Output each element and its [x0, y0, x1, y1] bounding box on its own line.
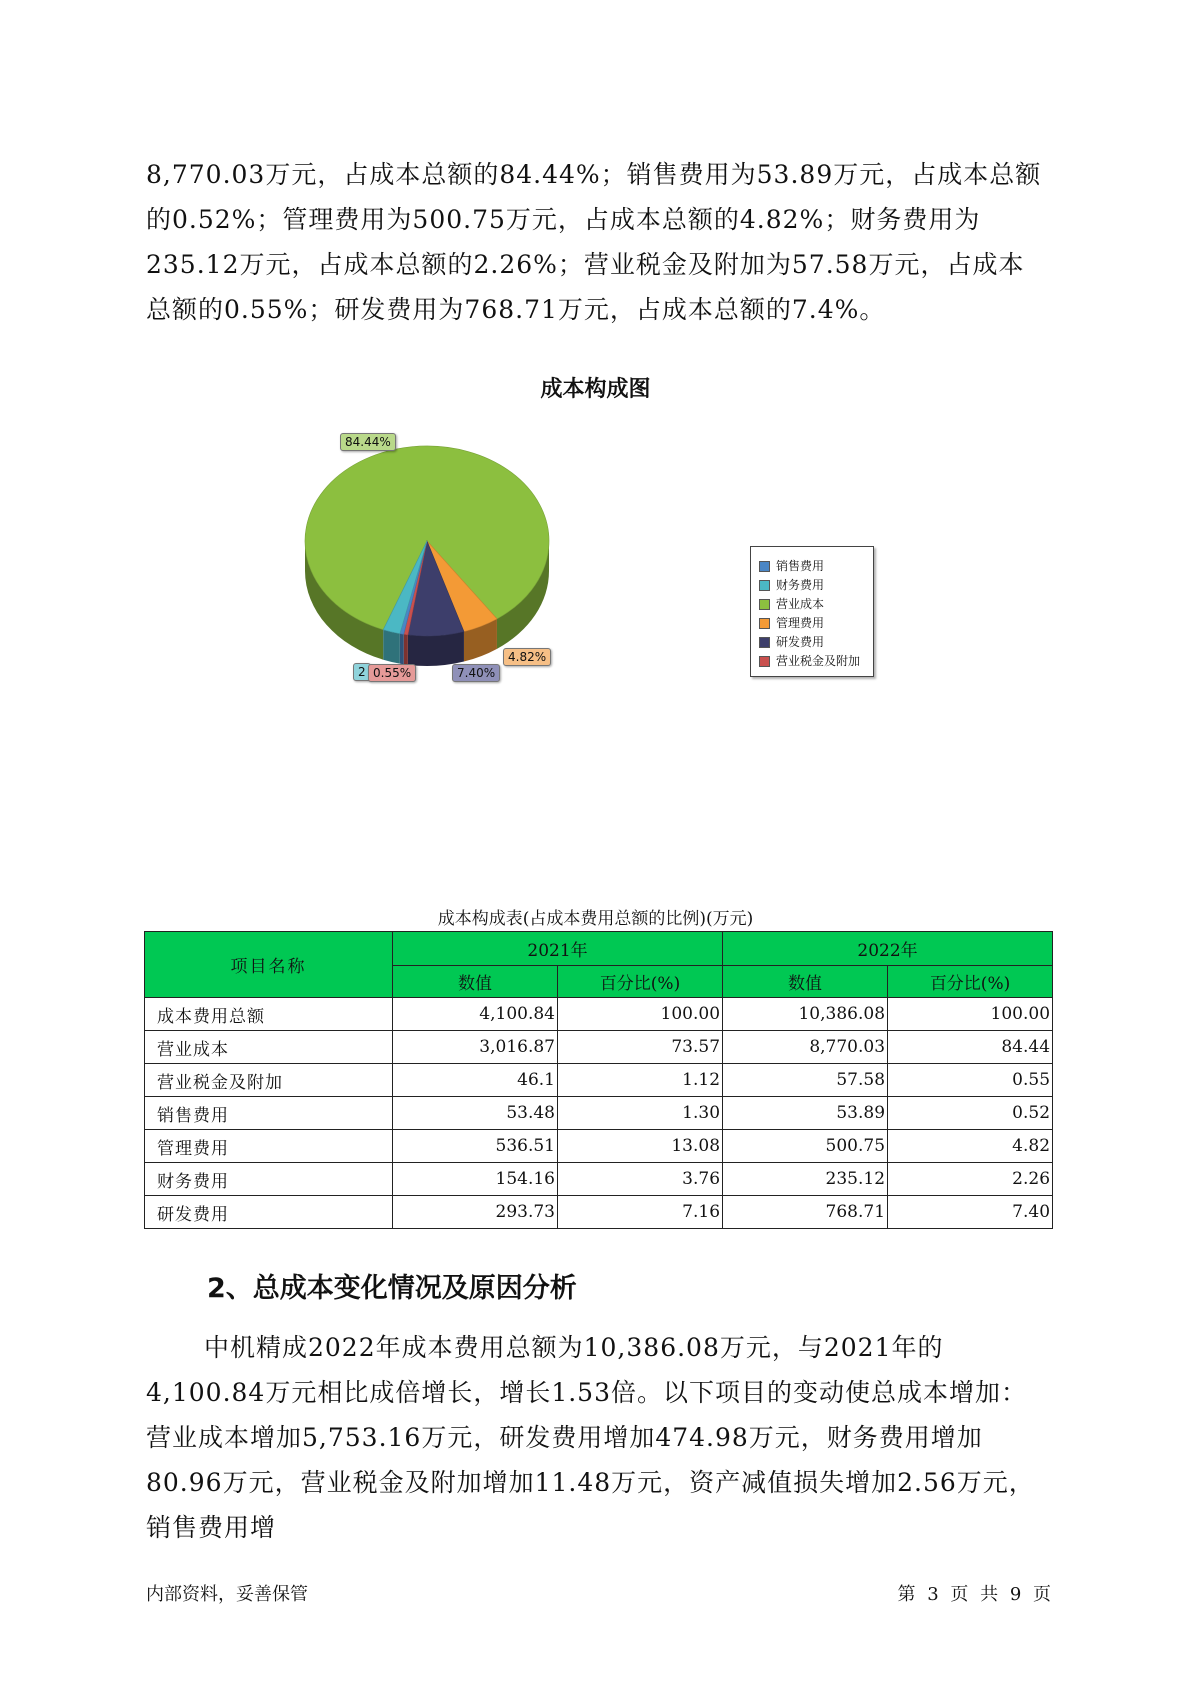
cell-p2022: 4.82 — [888, 1130, 1053, 1163]
legend-label: 销售费用 — [776, 559, 825, 573]
cell-p2021: 13.08 — [558, 1130, 723, 1163]
header-year-2021: 2021年 — [393, 932, 723, 966]
pie-data-label: 0.55% — [368, 664, 416, 682]
cell-name: 销售费用 — [145, 1097, 393, 1130]
cell-p2022: 0.55 — [888, 1064, 1053, 1097]
cell-v2022: 768.71 — [723, 1196, 888, 1229]
legend-label: 营业成本 — [776, 597, 825, 611]
pie-data-label: 84.44% — [340, 433, 396, 451]
pie-slice-side — [383, 630, 400, 664]
cell-p2022: 100.00 — [888, 998, 1053, 1031]
paragraph-cost-change: 中机精成2022年成本费用总额为10,386.08万元，与2021年的4,100.84万元相比成倍增长，增长1.53倍。以下项目的变动使总成本增加：营业成本增加5,753.16万元，研发费用增加474.98万元，财务费用增加80.96万元，营业税金及附加增加11.48万元，资产减值损失增加2.56万元，销售费用增 — [146, 1333, 1035, 1542]
cell-name: 营业成本 — [145, 1031, 393, 1064]
cell-v2022: 235.12 — [723, 1163, 888, 1196]
cell-p2021: 3.76 — [558, 1163, 723, 1196]
table-caption: 成本构成表(占成本费用总额的比例)(万元) — [437, 909, 754, 929]
legend-swatch — [759, 599, 770, 610]
pie-data-label: 4.82% — [503, 648, 551, 666]
cell-p2022: 7.40 — [888, 1196, 1053, 1229]
legend-item — [759, 652, 873, 671]
chart-legend — [750, 546, 874, 677]
cell-p2022: 0.52 — [888, 1097, 1053, 1130]
table-row — [145, 1130, 1053, 1163]
legend-label: 财务费用 — [776, 578, 825, 592]
cell-v2021: 154.16 — [393, 1163, 558, 1196]
cell-v2021: 536.51 — [393, 1130, 558, 1163]
cell-name: 管理费用 — [145, 1130, 393, 1163]
legend-swatch — [759, 618, 770, 629]
pie-slice-side — [400, 634, 404, 665]
pie-data-label: 7.40% — [452, 664, 500, 682]
header-pct-2021: 百分比(%) — [558, 966, 723, 998]
legend-swatch — [759, 580, 770, 591]
cell-v2022: 500.75 — [723, 1130, 888, 1163]
legend-item — [759, 557, 873, 576]
footer-confidential: 内部资料，妥善保管 — [146, 1584, 308, 1605]
cell-p2022: 84.44 — [888, 1031, 1053, 1064]
legend-label: 营业税金及附加 — [776, 654, 861, 668]
legend-item — [759, 576, 873, 595]
cell-p2021: 7.16 — [558, 1196, 723, 1229]
header-value-2022: 数值 — [723, 966, 888, 998]
table-row — [145, 998, 1053, 1031]
legend-item — [759, 595, 873, 614]
header-year-2022: 2022年 — [723, 932, 1053, 966]
cost-structure-table — [144, 931, 1053, 1229]
cell-p2021: 1.12 — [558, 1064, 723, 1097]
legend-swatch — [759, 561, 770, 572]
cell-p2021: 73.57 — [558, 1031, 723, 1064]
paragraph-cost-breakdown: 8,770.03万元，占成本总额的84.44%；销售费用为53.89万元，占成本总额的0.52%；管理费用为500.75万元，占成本总额的4.82%；财务费用为235.12万元，占成本总额的2.26%；营业税金及附加为57.58万元，占成本总额的0.55%；研发费用为768.71万元，占成本总额的7.4%。 — [146, 160, 1042, 324]
cell-v2021: 4,100.84 — [393, 998, 558, 1031]
pie-data-label: 2 — [353, 663, 371, 681]
chart-title: 成本构成图 — [540, 377, 651, 402]
legend-swatch — [759, 637, 770, 648]
pie-slice-side — [408, 632, 464, 666]
legend-swatch — [759, 656, 770, 667]
pie-slice-side — [404, 634, 408, 665]
cell-v2022: 8,770.03 — [723, 1031, 888, 1064]
table-row — [145, 1064, 1053, 1097]
cell-v2022: 10,386.08 — [723, 998, 888, 1031]
cell-v2021: 3,016.87 — [393, 1031, 558, 1064]
cell-name: 成本费用总额 — [145, 998, 393, 1031]
table-row — [145, 1163, 1053, 1196]
header-item-name: 项目名称 — [145, 932, 393, 998]
cell-name: 财务费用 — [145, 1163, 393, 1196]
cell-v2022: 57.58 — [723, 1064, 888, 1097]
header-pct-2022: 百分比(%) — [888, 966, 1053, 998]
table-row — [145, 1196, 1053, 1229]
section-heading: 2、总成本变化情况及原因分析 — [207, 1273, 577, 1304]
cell-v2021: 293.73 — [393, 1196, 558, 1229]
legend-item — [759, 614, 873, 633]
cell-name: 研发费用 — [145, 1196, 393, 1229]
cell-p2022: 2.26 — [888, 1163, 1053, 1196]
legend-item — [759, 633, 873, 652]
table-row — [145, 1097, 1053, 1130]
table-row — [145, 1031, 1053, 1064]
cell-name: 营业税金及附加 — [145, 1064, 393, 1097]
footer-page-number: 第 3 页 共 9 页 — [897, 1584, 1051, 1605]
cell-p2021: 100.00 — [558, 998, 723, 1031]
legend-label: 管理费用 — [776, 616, 825, 630]
legend-label: 研发费用 — [776, 635, 825, 649]
cell-v2021: 46.1 — [393, 1064, 558, 1097]
cell-v2022: 53.89 — [723, 1097, 888, 1130]
cell-p2021: 1.30 — [558, 1097, 723, 1130]
cell-v2021: 53.48 — [393, 1097, 558, 1130]
header-value-2021: 数值 — [393, 966, 558, 998]
